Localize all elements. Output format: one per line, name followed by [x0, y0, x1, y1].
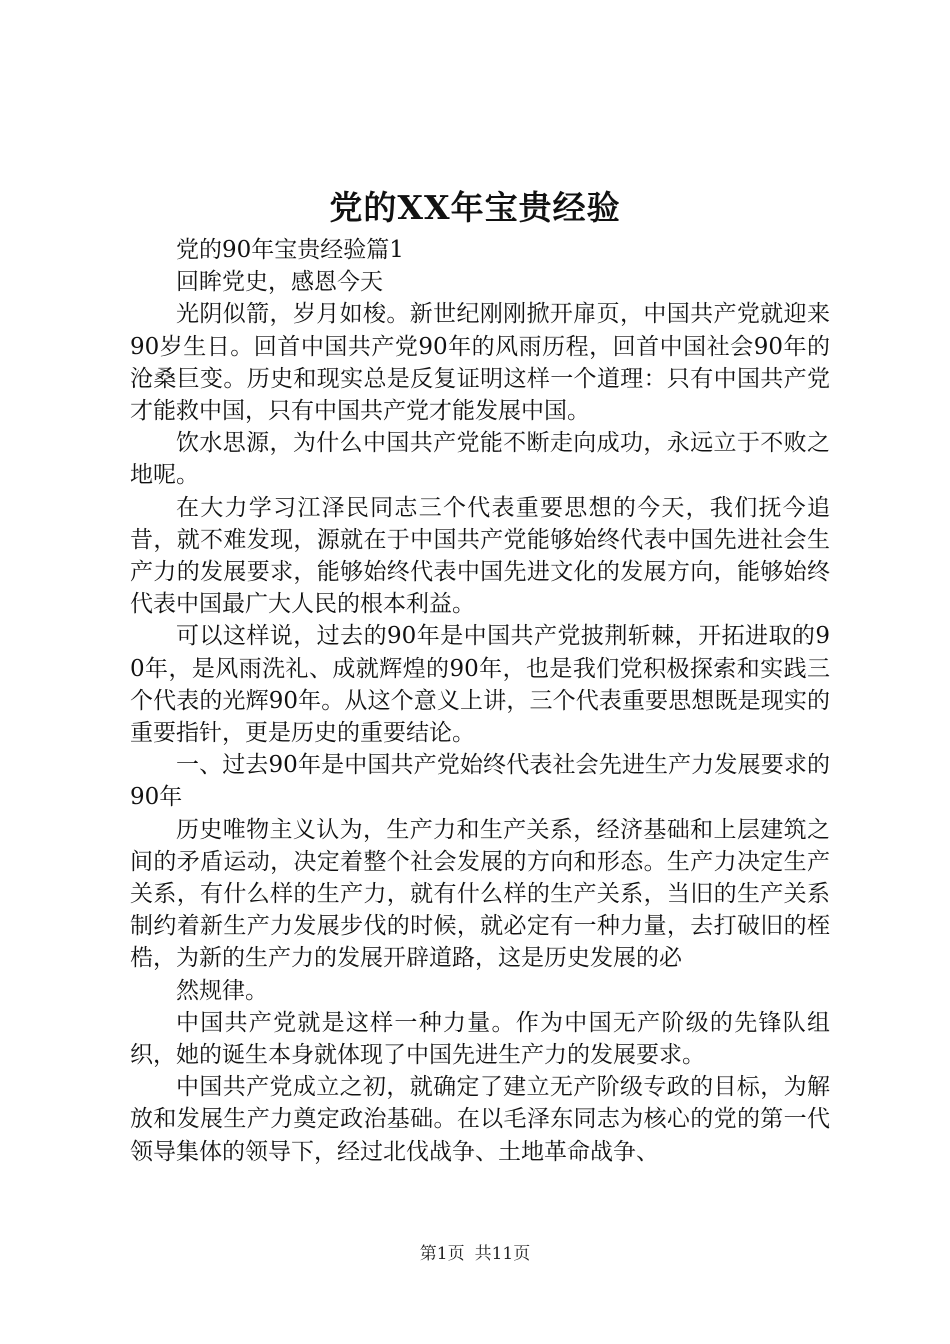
paragraph: 在大力学习江泽民同志三个代表重要思想的今天，我们抚今追昔，就不难发现，源就在于中国共产党能够始终代表中国先进社会生产力的发展要求，能够始终代表中国先进文化的发展方向，能够始终代表中国最广大人民的根本利益。 — [130, 494, 830, 618]
paragraph: 历史唯物主义认为，生产力和生产关系，经济基础和上层建筑之间的矛盾运动，决定着整个社会发展的方向和形态。生产力决定生产关系，有什么样的生产力，就有什么样的生产关系，当旧的生产关系制约着新生产力发展步伐的时候，就必定有一种力量，去打破旧的桎梏，为新的生产力的发展开辟道路，这是历史发展的必 — [130, 816, 830, 972]
paragraph: 光阴似箭，岁月如梭。新世纪刚刚掀开扉页，中国共产党就迎来90岁生日。回首中国共产党90年的风雨历程，回首中国社会90年的沧桑巨变。历史和现实总是反复证明这样一个道理：只有中国共产党才能救中国，只有中国共产党才能发展中国。 — [130, 301, 830, 425]
paragraph-subtitle: 党的90年宝贵经验篇1 — [176, 237, 404, 263]
paragraph: 中国共产党就是这样一种力量。作为中国无产阶级的先锋队组织，她的诞生本身就体现了中国先进生产力的发展要求。 — [130, 1009, 830, 1069]
section-heading: 一、过去90年是中国共产党始终代表社会先进生产力发展要求的90年 — [130, 752, 830, 811]
page-number-total: 共11页 — [474, 1244, 531, 1264]
document-title: 党的XX年宝贵经验 — [329, 188, 621, 227]
document-body — [130, 234, 830, 1168]
paragraph: 可以这样说，过去的90年是中国共产党披荆斩棘，开拓进取的90年，是风雨洗礼、成就辉煌的90年，也是我们党积极探索和实践三个代表的光辉90年。从这个意义上讲，三个代表重要思想既是现实的重要指针，更是历史的重要结论。 — [130, 623, 830, 747]
page-footer — [0, 1242, 950, 1266]
paragraph-heading: 回眸党史，感恩今天 — [176, 269, 383, 296]
page-number-current: 第1页 — [419, 1244, 465, 1264]
paragraph: 饮水思源，为什么中国共产党能不断走向成功，永远立于不败之地呢。 — [130, 430, 830, 489]
paragraph: 中国共产党成立之初，就确定了建立无产阶级专政的目标，为解放和发展生产力奠定政治基础。在以毛泽东同志为核心的党的第一代领导集体的领导下，经过北伐战争、土地革命战争、 — [130, 1074, 830, 1165]
paragraph: 然规律。 — [176, 977, 268, 1004]
